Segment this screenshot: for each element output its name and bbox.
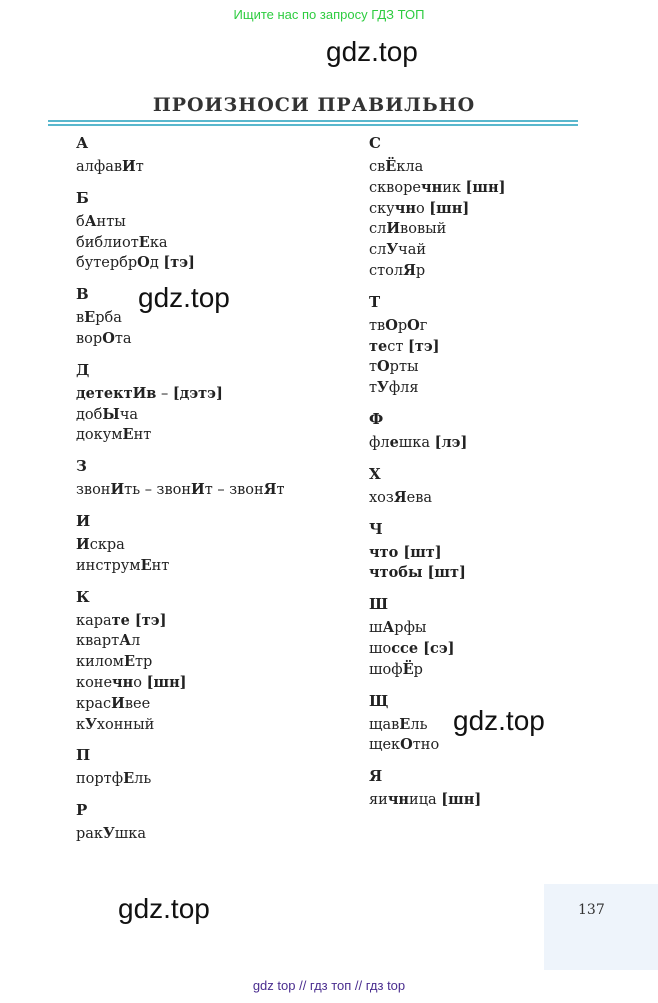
word-column-right <box>369 133 658 811</box>
word-part: инструм <box>76 557 141 574</box>
word-part: хонный <box>96 716 155 733</box>
stressed-part: Ив <box>132 384 157 402</box>
stressed-part: [шн] <box>465 178 506 196</box>
word-part: ску <box>369 200 395 217</box>
word-part: рба <box>95 310 122 327</box>
word-entry <box>369 618 658 639</box>
word-part: кара <box>76 612 112 629</box>
stressed-part: Е <box>84 309 96 327</box>
stressed-part: Е <box>140 556 152 574</box>
word-part: та <box>114 330 132 347</box>
stressed-part: [сэ] <box>418 639 455 657</box>
word-part: тв <box>369 317 386 334</box>
word-part: шоф <box>369 661 403 678</box>
word-entry <box>76 425 366 446</box>
word-part: ик <box>442 179 466 196</box>
watermark-bottom: gdz.top <box>118 893 210 924</box>
stressed-part: Е <box>123 770 135 788</box>
word-part: хоз <box>369 489 394 506</box>
stressed-part: [шн] <box>441 791 482 809</box>
word-entry <box>369 199 658 220</box>
stressed-part: что <box>369 543 399 561</box>
word-part: т <box>276 482 285 499</box>
stressed-part: О <box>137 254 150 272</box>
word-part: шка <box>114 826 146 843</box>
word-entry <box>76 715 366 736</box>
stressed-part: те <box>111 611 130 629</box>
word-entry <box>369 715 658 736</box>
word-entry <box>369 660 658 681</box>
word-part: звон <box>76 482 111 499</box>
word-part: тно <box>412 737 440 754</box>
word-part: ль <box>134 771 152 788</box>
stressed-part: [шт] <box>422 564 466 582</box>
stressed-part: У <box>103 825 115 843</box>
word-part: кварт <box>76 633 120 650</box>
stressed-part: [тэ] <box>407 337 440 355</box>
stressed-part: У <box>85 715 97 733</box>
word-part: скворе <box>369 179 421 196</box>
word-part: р <box>413 661 423 678</box>
word-part: о <box>133 674 147 691</box>
word-part: фл <box>369 434 390 451</box>
stressed-part: А <box>382 619 395 637</box>
stressed-part: О <box>407 316 420 334</box>
word-entry <box>76 556 366 577</box>
section-letter: Х <box>369 464 381 483</box>
word-part: вее <box>124 695 151 712</box>
word-entry <box>76 212 366 233</box>
word-entry <box>369 433 658 454</box>
word-part: нт <box>133 427 152 444</box>
watermark-left-middle: gdz.top <box>138 282 230 313</box>
word-part: библиот <box>76 234 139 251</box>
word-part: вовый <box>400 221 447 238</box>
section-letter: Ч <box>369 519 383 538</box>
word-entry <box>369 357 658 378</box>
section-letter: К <box>76 587 90 606</box>
stressed-part: Я <box>403 261 416 279</box>
word-entry <box>369 735 658 756</box>
word-part: нты <box>96 213 126 230</box>
section-letter: Ш <box>369 595 389 614</box>
word-part: св <box>369 159 386 175</box>
stressed-part: те <box>369 337 388 355</box>
word-column-left <box>76 133 366 845</box>
stressed-part: Ё <box>402 660 414 678</box>
word-part: ст <box>387 338 408 355</box>
page-number: 137 <box>578 902 605 918</box>
word-entry <box>76 253 366 274</box>
stressed-part: Ы <box>102 405 120 423</box>
word-part: – <box>156 385 173 402</box>
section-letter: А <box>76 134 89 152</box>
word-part: ка <box>149 234 168 251</box>
stressed-part: [шн] <box>146 673 187 691</box>
word-part: стол <box>369 262 404 279</box>
word-part: бутербр <box>76 255 138 272</box>
word-entry <box>76 329 366 350</box>
word-part: килом <box>76 654 124 671</box>
stressed-part: О <box>400 736 413 754</box>
stressed-part: е <box>389 433 399 451</box>
stressed-part: детект <box>76 384 133 402</box>
stressed-part: У <box>377 379 389 397</box>
word-entry <box>76 308 366 329</box>
stressed-part: [тэ] <box>163 254 195 272</box>
word-part: т – звон <box>204 482 264 499</box>
stressed-part: чн <box>420 178 443 196</box>
stressed-part: ссе <box>391 639 419 657</box>
word-part: крас <box>76 695 112 712</box>
word-part: ча <box>119 406 139 423</box>
watermark-top: gdz.top <box>326 36 418 67</box>
stressed-part: [шт] <box>398 543 442 561</box>
word-entry <box>369 261 658 282</box>
section-letter: В <box>76 285 89 304</box>
stressed-part: И <box>191 481 205 499</box>
word-entry <box>369 219 658 240</box>
word-part: т <box>135 159 144 175</box>
word-part: коне <box>76 674 113 691</box>
word-part: г <box>419 317 428 334</box>
stressed-part: Я <box>263 481 277 499</box>
stressed-part: Е <box>123 653 136 671</box>
stressed-part: И <box>122 158 136 175</box>
stressed-part: Ё <box>385 158 397 175</box>
section-letter: Б <box>76 188 89 207</box>
section-letter: Р <box>76 801 88 820</box>
word-entry <box>76 673 366 694</box>
word-entry <box>369 337 658 358</box>
stressed-part: [дэтэ] <box>172 384 223 402</box>
stressed-part: И <box>386 220 401 238</box>
stressed-part: чн <box>387 791 410 809</box>
word-entry <box>76 384 366 405</box>
word-part: яи <box>369 792 388 809</box>
word-part: ль <box>410 716 428 733</box>
stressed-part: чн <box>112 673 134 691</box>
section-letter: С <box>369 134 381 152</box>
footer-links: gdz top // гдз топ // гдз top <box>252 978 406 993</box>
stressed-part: чтобы <box>369 564 423 582</box>
word-part: д <box>149 255 164 272</box>
stressed-part: [тэ] <box>129 611 167 629</box>
stressed-part: [шн] <box>429 199 470 217</box>
word-part: алфав <box>76 159 123 175</box>
word-part: ть – звон <box>124 482 192 499</box>
word-entry <box>369 378 658 399</box>
word-entry <box>369 639 658 660</box>
stressed-part: Я <box>393 488 407 506</box>
top-banner: Ищите нас по запросу ГДЗ ТОП <box>233 7 425 22</box>
section-letter: Т <box>369 292 381 311</box>
section-letter: Я <box>369 767 383 786</box>
stressed-part: О <box>385 316 398 334</box>
stressed-part: Е <box>399 715 411 733</box>
word-part: тр <box>135 654 153 671</box>
word-part: ева <box>406 489 433 506</box>
word-part: шка <box>398 434 435 451</box>
stressed-part: Е <box>122 426 134 444</box>
section-letter: Ф <box>369 409 384 428</box>
word-entry <box>76 157 366 178</box>
word-part: т <box>369 359 378 376</box>
word-entry <box>369 488 658 509</box>
stressed-part: А <box>84 212 97 230</box>
section-letter: З <box>76 457 87 476</box>
stressed-part: И <box>111 694 125 712</box>
word-part: рты <box>389 359 419 376</box>
word-part: ица <box>409 792 442 809</box>
word-part: о <box>415 200 430 217</box>
section-letter: П <box>76 746 91 765</box>
word-part: ш <box>369 620 383 637</box>
word-entry <box>76 233 366 254</box>
section-letter: Щ <box>369 691 389 710</box>
stressed-part: О <box>102 329 115 347</box>
word-entry <box>369 316 658 337</box>
stressed-part: Е <box>138 233 150 251</box>
word-entry <box>76 769 366 790</box>
word-entry <box>76 652 366 673</box>
word-part: портф <box>76 771 124 788</box>
word-entry <box>369 157 658 178</box>
word-part: чай <box>398 242 427 259</box>
title-rule-bottom <box>48 124 578 126</box>
word-entry <box>369 240 658 261</box>
stressed-part: [лэ] <box>434 433 468 451</box>
word-entry <box>369 563 658 584</box>
page-title: ПРОИЗНОСИ ПРАВИЛЬНО <box>152 94 476 116</box>
word-entry <box>76 480 366 501</box>
stressed-part: чн <box>394 199 416 217</box>
stressed-part: И <box>110 481 125 499</box>
stressed-part: У <box>386 241 399 259</box>
word-entry <box>76 824 366 845</box>
word-part: т <box>369 380 378 397</box>
word-part: доб <box>76 406 103 423</box>
word-entry <box>76 535 366 556</box>
watermark-right-lower: gdz.top <box>453 705 545 736</box>
word-part: сл <box>369 242 387 259</box>
word-part: рак <box>76 826 103 843</box>
section-letter: И <box>76 511 91 530</box>
page-number-box <box>544 884 658 970</box>
word-part: сл <box>369 221 387 238</box>
word-part: нт <box>151 557 170 574</box>
word-part: р <box>415 262 426 279</box>
word-entry <box>369 790 658 811</box>
word-part: щек <box>369 737 401 754</box>
word-part: р <box>397 317 408 334</box>
title-rule-top <box>48 120 578 122</box>
word-part: рфы <box>394 620 427 637</box>
word-part: к <box>76 716 86 733</box>
word-part: кла <box>396 159 424 175</box>
word-entry <box>369 178 658 199</box>
word-part: в <box>76 310 85 327</box>
word-part: вор <box>76 330 103 347</box>
word-part: фля <box>388 380 419 397</box>
word-entry <box>76 694 366 715</box>
section-letter: Д <box>76 360 90 379</box>
word-entry <box>369 543 658 564</box>
stressed-part: А <box>119 632 131 650</box>
word-part: щав <box>369 716 400 733</box>
word-entry <box>76 631 366 652</box>
stressed-part: О <box>377 358 390 376</box>
word-part: докум <box>76 427 123 444</box>
word-part: л <box>131 633 141 650</box>
word-entry <box>76 405 366 426</box>
stressed-part: И <box>76 535 90 553</box>
word-entry <box>76 611 366 632</box>
word-part: скра <box>89 536 125 553</box>
word-part: шо <box>369 640 392 657</box>
word-part: б <box>76 213 85 230</box>
